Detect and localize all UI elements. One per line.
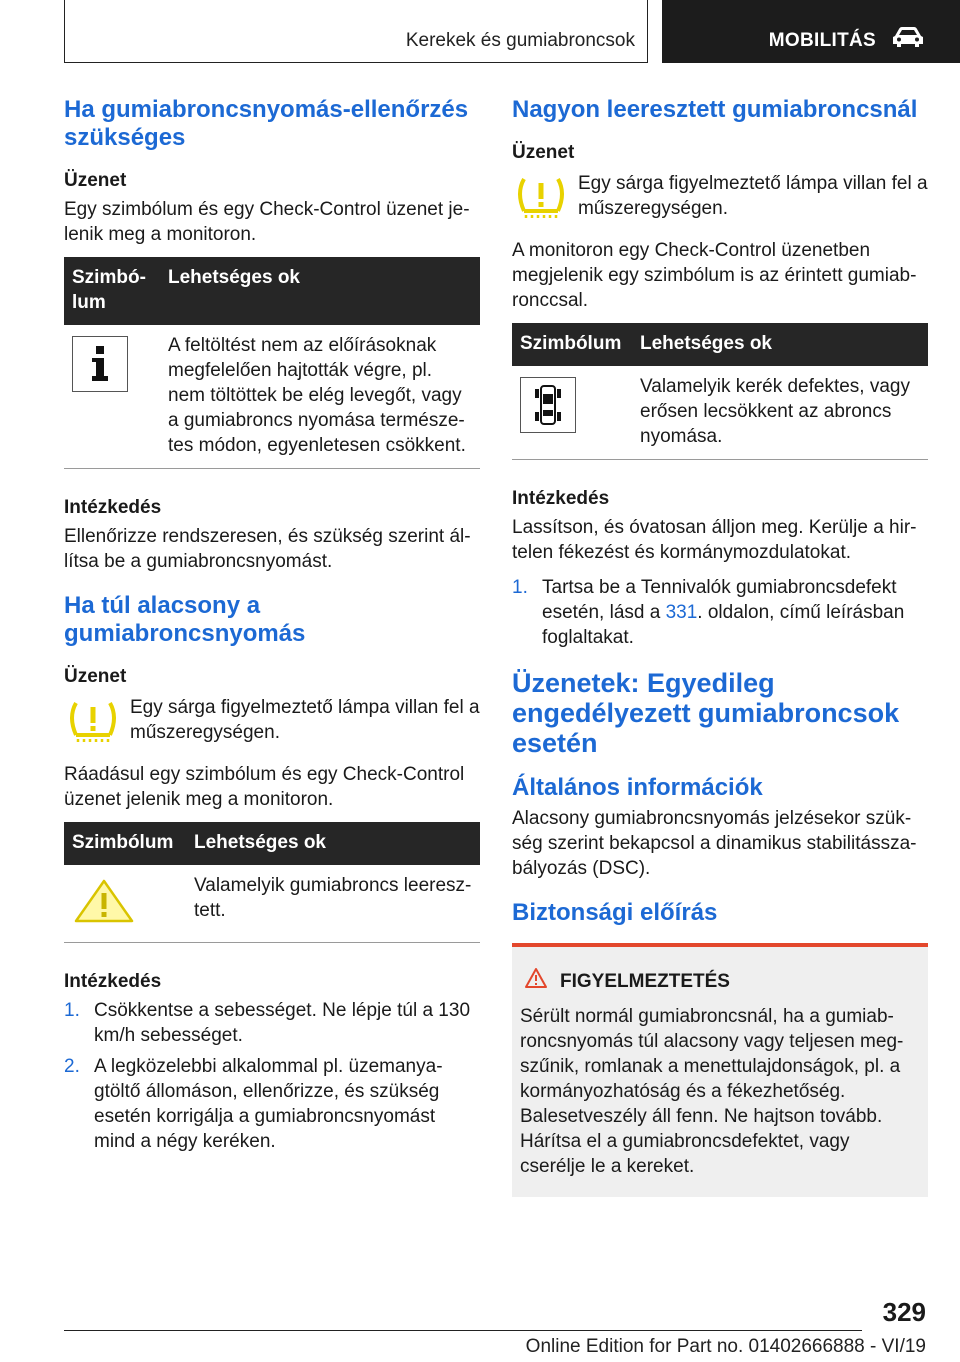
action-label: Intézkedés bbox=[512, 488, 610, 509]
table-header-symbol: Szimbólum bbox=[64, 822, 186, 865]
list-item bbox=[64, 998, 480, 1048]
right-column bbox=[512, 96, 928, 1197]
table-header-cause: Lehetséges ok bbox=[160, 257, 480, 325]
warning-label: FIGYELMEZTETÉS bbox=[560, 971, 730, 992]
section-header: Kerekek és gumiabroncsok bbox=[64, 0, 648, 63]
step-number: 1. bbox=[64, 1000, 80, 1021]
heading-check-needed: Ha gumiabroncsnyomás-ellenőrzés szükséges bbox=[64, 96, 469, 151]
action-label: Intézkedés bbox=[64, 971, 162, 992]
warning-lamp-row bbox=[512, 171, 928, 226]
footer-divider bbox=[64, 1330, 862, 1331]
list-item bbox=[512, 575, 928, 650]
message-text: Ráadásul egy szimbólum és egy Check-Control üzenet jelenik meg a monitoron. bbox=[64, 764, 465, 810]
step-number: 1. bbox=[512, 577, 528, 598]
step-text: A legközelebbi alkalommal pl. üzemanyagtöltő állomáson, ellenőrizze, és szükség esetén korrigálja a gumiabroncsnyomást mind a négy keréken. bbox=[94, 1056, 443, 1152]
table-cell-cause: Valamelyik gumiabroncs leeresztett. bbox=[186, 865, 480, 943]
heading-too-low: Ha túl alacsony a gumiabroncsnyomás bbox=[64, 592, 306, 647]
message-label: Üzenet bbox=[64, 170, 127, 191]
tire-pressure-lamp-icon bbox=[512, 175, 578, 226]
table-header-symbol: Szimbólum bbox=[64, 257, 160, 325]
action-steps bbox=[512, 575, 928, 650]
message-text: A monitoron egy Check-Control üzenetben megjelenik egy szimbólum is az érintett gumiabronccsal. bbox=[512, 240, 917, 311]
step-text: Csökkentse a sebességet. Ne lépje túl a 130 km/h sebességet. bbox=[94, 1000, 471, 1046]
action-text: Ellenőrizze rendszeresen, és szükség szerint állítsa be a gumiabroncsnyomást. bbox=[64, 526, 471, 572]
warning-title bbox=[520, 967, 920, 996]
warning-box bbox=[512, 943, 928, 1197]
table-header-cause: Lehetséges ok bbox=[632, 323, 928, 366]
table-row bbox=[64, 865, 480, 943]
info-icon bbox=[72, 336, 128, 392]
lamp-text: Egy sárga figyelmeztető lámpa villan fel a műszeregységen. bbox=[578, 173, 928, 219]
heading-messages: Üzenetek: Egyedileg engedélyezett gumiabroncsok esetén bbox=[512, 668, 900, 758]
warning-triangle-icon bbox=[72, 873, 178, 932]
chapter-header bbox=[662, 0, 960, 63]
action-label: Intézkedés bbox=[64, 497, 162, 518]
tire-pressure-lamp-icon bbox=[64, 699, 130, 750]
info-text: Alacsony gumiabroncsnyomás jelzésekor szükség szerint bekapcsol a dinamikus stabilitásszabályozás (DSC). bbox=[512, 808, 917, 879]
lamp-text: Egy sárga figyelmeztető lámpa villan fel a műszeregységen. bbox=[130, 697, 480, 743]
message-label: Üzenet bbox=[512, 142, 575, 163]
action-steps bbox=[64, 998, 480, 1154]
heading-general-info: Általános információk bbox=[512, 774, 763, 801]
heading-safety: Biztonsági előírás bbox=[512, 899, 718, 926]
car-tires-icon bbox=[520, 377, 576, 433]
warning-lamp-row bbox=[64, 695, 480, 750]
page-number: 329 bbox=[882, 1297, 926, 1327]
footer-edition: Online Edition for Part no. 01402666888 - VI/19 bbox=[525, 1336, 926, 1357]
chapter-title: MOBILITÁS bbox=[768, 30, 876, 51]
table-cell-cause: Valamelyik kerék defektes, vagy erősen lecsökkent az abroncs nyomása. bbox=[632, 366, 928, 460]
heading-flat-tire: Nagyon leeresztett gumiabroncsnál bbox=[512, 96, 918, 123]
message-label: Üzenet bbox=[64, 666, 127, 687]
left-column bbox=[64, 96, 480, 1164]
table-row bbox=[64, 325, 480, 469]
message-text: Egy szimbólum és egy Check-Control üzenet jelenik meg a monitoron. bbox=[64, 199, 470, 245]
page-link[interactable]: 331 bbox=[665, 602, 698, 623]
table-row bbox=[512, 366, 928, 460]
symbol-table-2 bbox=[64, 822, 480, 943]
table-cell-cause: A feltöltést nem az előírásoknak megfelelően hajtották végre, pl. nem töltöttek be elég levegőt, vagy a gumiabroncs nyomása természetes módon, egyenletesen csökkent. bbox=[160, 325, 480, 469]
step-number: 2. bbox=[64, 1056, 80, 1077]
car-icon bbox=[890, 26, 926, 55]
symbol-table-3 bbox=[512, 323, 928, 460]
action-text: Lassítson, és óvatosan álljon meg. Kerülje a hirtelen fékezést és kormánymozdulatokat. bbox=[512, 517, 917, 563]
warning-text: Sérült normál gumiabroncsnál, ha a gumiabroncsnyomás túl alacsony vagy teljesen megszűnik, romlanak a menettulajdonságok, pl. a kormányozhatóság és a fékezhetőség. Balesetveszély áll fenn. Ne hajtson tovább. Hárítsa el a gumiabroncsdefektet, vagy cserélje le a kereket. bbox=[520, 1006, 904, 1177]
table-header-symbol: Szimbólum bbox=[512, 323, 632, 366]
warning-triangle-icon bbox=[524, 967, 548, 996]
step-text: Tartsa be a Tennivalók gumiabroncsdefekt esetén, lásd a 331. oldalon, című leírásban foglaltakat. bbox=[542, 577, 905, 648]
symbol-table-1 bbox=[64, 257, 480, 469]
list-item bbox=[64, 1054, 480, 1154]
table-header-cause: Lehetséges ok bbox=[186, 822, 480, 865]
